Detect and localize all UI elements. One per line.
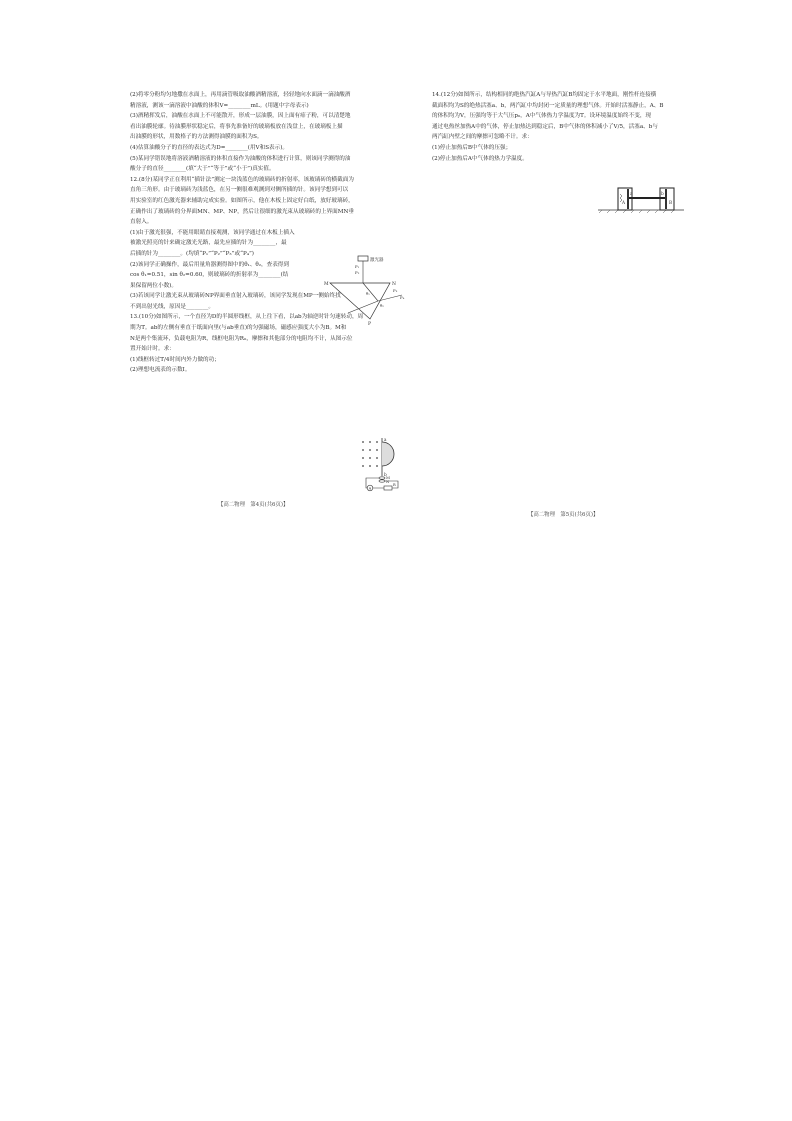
text-line: 12.(8分)某同学正在利用“插针法”测定一块浅蓝色的玻璃砖的折射率，该玻璃砖的横截面为 [130,176,354,183]
svg-text:θ₂: θ₂ [380,303,384,308]
left-page-footer: 【高二物理 第4页(共6页)】 [218,502,289,508]
cylinder-figure [598,184,684,214]
text-line: (4)估算油酸分子的直径的表达式为D=________(用V和S表示)。 [130,144,288,151]
text-line: 14.(12分)如图所示，结构相同的绝热汽缸A与导热汽缸B均固定于水平地面，刚性杆连接横 [432,92,657,98]
svg-text:P₁: P₁ [355,264,360,269]
svg-text:A: A [368,486,372,491]
svg-text:P₂: P₂ [355,270,360,275]
svg-text:a: a [630,191,633,196]
left-page [130,90,412,376]
text-line: (2)将零分粉均匀地撒在水面上，再用滴管吸取油酸酒精溶液，轻轻地向水面滴一滴油酸酒 [130,92,351,98]
text-line: 看出油膜轮廓。待油膜形状稳定后，将事先准备好的玻璃板放在浅盘上，在玻璃板上描 [130,123,343,130]
text-line: (3)酒精挥发后，油酸在水面上不可能散开，形成一层油膜，因上面有痱子粉，可以清楚地 [130,113,351,120]
text-line: 果保留两位小数)。 [130,282,177,289]
text-line: 的体积均为V，压强均等于大气压p₀，A中气体热力学温度为T。设环境温度始终不变，现 [432,113,652,120]
refraction-figure [318,255,408,327]
text-line: (1)停止加热后B中气体的压强； [432,144,512,151]
text-line: (1)线框转过T/4时间内外力做的功； [130,356,220,363]
svg-text:b: b [384,472,387,477]
svg-text:P₃: P₃ [393,288,398,293]
svg-text:N: N [386,479,390,484]
svg-text:M: M [324,282,329,287]
svg-text:b: b [661,191,664,196]
right-page [432,90,682,164]
text-line: (2)该同学正确操作，最后用量角器测得图中的θ₁、θ₂，查表得到 [130,261,289,268]
text-line: 后插的针为________。(均填“P₁”“P₂”“P₃”或“P₄”) [130,250,254,257]
right-page-text [432,90,682,164]
text-line: 不到出射光线，原因是________。 [130,303,214,310]
text-line: 直角三角形。由于玻璃砖为浅蓝色，在另一侧很难观测到对侧所插的针。该同学想到可以 [130,187,349,194]
svg-text:P: P [368,322,372,327]
left-page-text [130,90,412,376]
text-line: (2)理想电流表的示数I。 [130,367,191,374]
text-line: 直射入。 [130,219,153,226]
text-line: 出油膜的形状，用数格子的方法测得油膜的面积为S。 [130,134,263,141]
svg-text:M: M [386,475,390,480]
svg-text:θ₁: θ₁ [366,291,370,296]
text-line: (5)某同学错误地将溶液酒精溶液的体积直接作为油酸的体积进行计算，则该同学测得的油 [130,155,351,162]
text-line: (2)停止加热后A中气体的热力学温度。 [432,155,528,162]
text-line: 两汽缸内壁之间的摩擦可忽略不计。求： [432,134,533,141]
text-line: 通过电热丝加热A中的气体，停止加热达到稳定后，B中气体的体积减小了V/5，活塞a、b与 [432,123,658,130]
text-line: 置开始计时。求： [130,346,175,353]
svg-text:P₄: P₄ [400,295,405,300]
text-line: 截面积均为S的绝热活塞a、b，两汽缸中均封闭一定质量的理想气体。开始时活塞静止，A、B [432,102,664,109]
text-line: 期为T。ab的左侧有垂直于纸面向里(与ab垂直)的匀强磁场，磁感应强度大小为B。M和 [130,325,347,332]
laser-label: 激光器 [370,258,384,263]
svg-text:a: a [384,437,387,442]
svg-text:N: N [392,282,396,287]
rotating-loop-figure [358,436,406,494]
text-line: (1)由于激光很强，不能用眼睛直接观测，该同学通过在木板上插入 [130,229,295,236]
svg-text:B: B [669,200,673,205]
text-line: 正确作出了玻璃砖的分界面MN、MP、NP，然后让很细的激光束从玻璃砖的上界面MN垂 [130,208,354,215]
text-line: 酸分子的直径________(填“大于”“等于”或“小于”)真实值。 [130,166,275,173]
text-line: 用实验室的红色激光器来辅助完成实验。如图所示，他在木板上固定好白纸，放好玻璃砖， [130,197,354,204]
text-line: 精溶液，测该一滴溶液中油酸的体积V=________mL。(用题中字母表示) [130,102,309,109]
right-page-footer: 【高二物理 第5页(共6页)】 [528,512,599,518]
text-line: N是两个集流环，负载电阻为R，线框电阻为R₀，摩擦和其他部分的电阻均不计，从图示位 [130,335,353,342]
text-line: cos θ₁=0.51，sin θ₂=0.60，则玻璃砖的折射率为________(结 [130,272,289,279]
text-line: 被激光照亮的针来确定激光光路，最先应插的针为________，最 [130,240,287,247]
svg-text:A: A [622,200,626,205]
text-line: 13.(10分)如图所示，一个直径为D的半圆形线框，从上往下看，以ab为轴逆时针匀速转动，周 [130,314,364,321]
svg-text:R: R [393,483,396,487]
text-line: (3)若该同学让激光束从玻璃砖NP界面垂直射入玻璃砖，该同学发现在MP一侧始终找 [130,293,341,300]
